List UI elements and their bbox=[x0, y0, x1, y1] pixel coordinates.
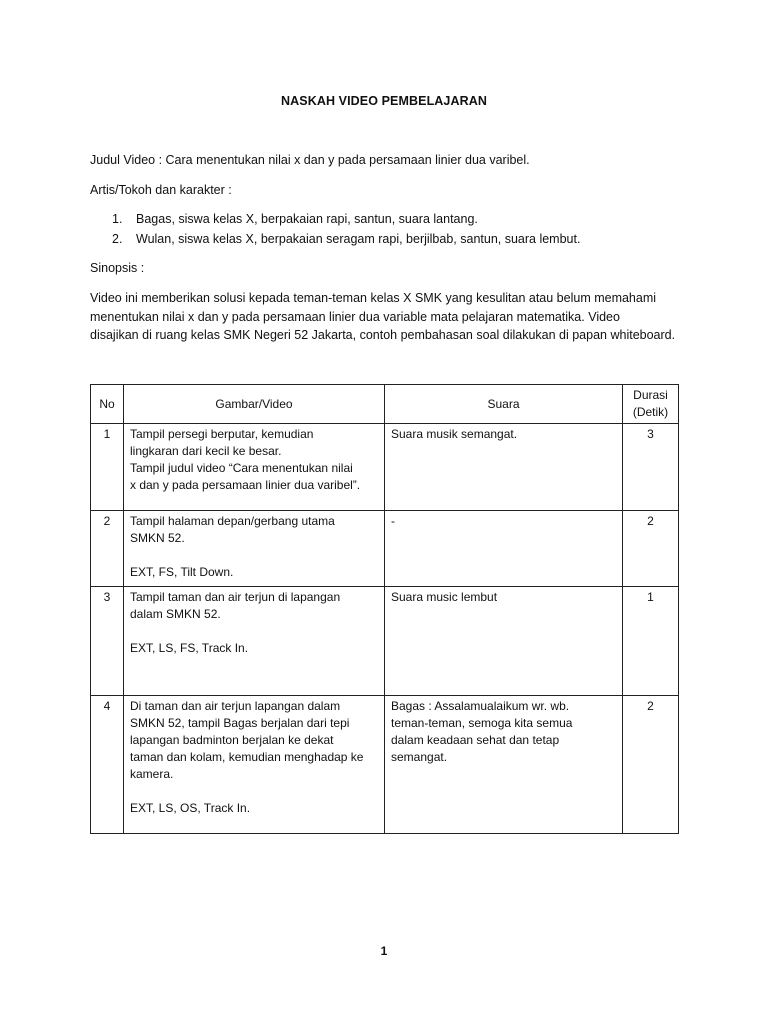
spacer bbox=[130, 783, 378, 800]
synopsis-line: disajikan di ruang kelas SMK Negeri 52 Jakarta, contoh pembahasan soal dilakukan di papan whiteboard. bbox=[90, 328, 676, 342]
cell-durasi: 1 bbox=[623, 587, 679, 696]
cell-text: semangat. bbox=[391, 750, 448, 764]
cell-shot: EXT, LS, OS, Track In. bbox=[130, 801, 251, 815]
synopsis-line: menentukan nilai x dan y pada persamaan linier dua variable mata pelajaran matematika. Video bbox=[90, 309, 620, 324]
list-item bbox=[112, 230, 580, 250]
synopsis-line: Video ini memberikan solusi kepada teman-teman kelas X SMK yang kesulitan atau belum memahami bbox=[90, 291, 657, 305]
table-row bbox=[91, 511, 679, 587]
cell-text: - bbox=[391, 514, 395, 528]
page-title: NASKAH VIDEO PEMBELAJARAN bbox=[281, 94, 487, 108]
cell-suara bbox=[385, 511, 623, 587]
cell-text: Suara music lembut bbox=[391, 590, 498, 604]
cell-durasi: 2 bbox=[623, 696, 679, 834]
cell-no: 1 bbox=[91, 424, 124, 511]
cell-no: 4 bbox=[91, 696, 124, 834]
cell-no: 3 bbox=[91, 587, 124, 696]
cell-shot: EXT, LS, FS, Track In. bbox=[130, 641, 249, 655]
cell-text: taman dan kolam, kemudian menghadap ke bbox=[130, 750, 364, 764]
cell-text: SMKN 52. bbox=[130, 531, 185, 545]
cell-text: Bagas : Assalamualaikum wr. wb. bbox=[391, 699, 570, 713]
synopsis-heading: Sinopsis : bbox=[90, 261, 145, 275]
cell-text: dalam SMKN 52. bbox=[130, 607, 221, 621]
cell-text: Tampil persegi berputar, kemudian bbox=[130, 427, 314, 441]
header-durasi-unit: (Detik) bbox=[632, 405, 669, 419]
cell-no: 2 bbox=[91, 511, 124, 587]
header-gambar: Gambar/Video bbox=[124, 385, 385, 424]
cell-suara bbox=[385, 696, 623, 834]
cell-durasi: 3 bbox=[623, 424, 679, 511]
cell-text: SMKN 52, tampil Bagas berjalan dari tepi bbox=[130, 716, 350, 730]
cell-text: teman-teman, semoga kita semua bbox=[391, 716, 573, 730]
header-no: No bbox=[91, 385, 124, 424]
cell-text: Tampil taman dan air terjun di lapangan bbox=[130, 590, 341, 604]
cell-text: lapangan badminton berjalan ke dekat bbox=[130, 733, 334, 747]
header-suara: Suara bbox=[385, 385, 623, 424]
table-header-row bbox=[91, 385, 679, 424]
list-item bbox=[112, 210, 580, 230]
cell-text: x dan y pada persamaan linier dua varibel”. bbox=[130, 478, 361, 492]
characters-heading: Artis/Tokoh dan karakter : bbox=[90, 183, 232, 197]
characters-list bbox=[112, 210, 580, 249]
spacer bbox=[130, 547, 378, 564]
table-row bbox=[91, 424, 679, 511]
header-durasi-line: Durasi bbox=[633, 388, 668, 402]
cell-suara bbox=[385, 424, 623, 511]
list-item-number: 2. bbox=[112, 231, 123, 246]
spacer bbox=[130, 623, 378, 640]
page-number: 1 bbox=[380, 944, 388, 958]
header-durasi bbox=[623, 385, 679, 424]
list-item-text: Bagas, siswa kelas X, berpakaian rapi, santun, suara lantang. bbox=[136, 212, 478, 226]
synopsis-paragraph bbox=[90, 289, 690, 345]
cell-text: Tampil halaman depan/gerbang utama bbox=[130, 514, 335, 528]
list-item-number: 1. bbox=[112, 212, 123, 226]
cell-text: Tampil judul video “Cara menentukan nilai bbox=[130, 461, 353, 475]
cell-text: dalam keadaan sehat dan tetap bbox=[391, 733, 560, 747]
cell-gambar bbox=[124, 696, 385, 834]
cell-gambar bbox=[124, 587, 385, 696]
table-row bbox=[91, 587, 679, 696]
cell-suara bbox=[385, 587, 623, 696]
cell-durasi: 2 bbox=[623, 511, 679, 587]
cell-shot: EXT, FS, Tilt Down. bbox=[130, 565, 234, 579]
list-item-text: Wulan, siswa kelas X, berpakaian seragam rapi, berjilbab, santun, suara lembut. bbox=[136, 231, 581, 246]
cell-gambar bbox=[124, 511, 385, 587]
script-table bbox=[90, 384, 679, 834]
cell-text: Suara musik semangat. bbox=[391, 427, 518, 441]
cell-gambar bbox=[124, 424, 385, 511]
cell-text: Di taman dan air terjun lapangan dalam bbox=[130, 699, 341, 713]
table-row bbox=[91, 696, 679, 834]
cell-text: lingkaran dari kecil ke besar. bbox=[130, 444, 282, 458]
video-title-line: Judul Video : Cara menentukan nilai x dan y pada persamaan linier dua varibel. bbox=[90, 153, 530, 167]
cell-text: kamera. bbox=[130, 767, 174, 781]
